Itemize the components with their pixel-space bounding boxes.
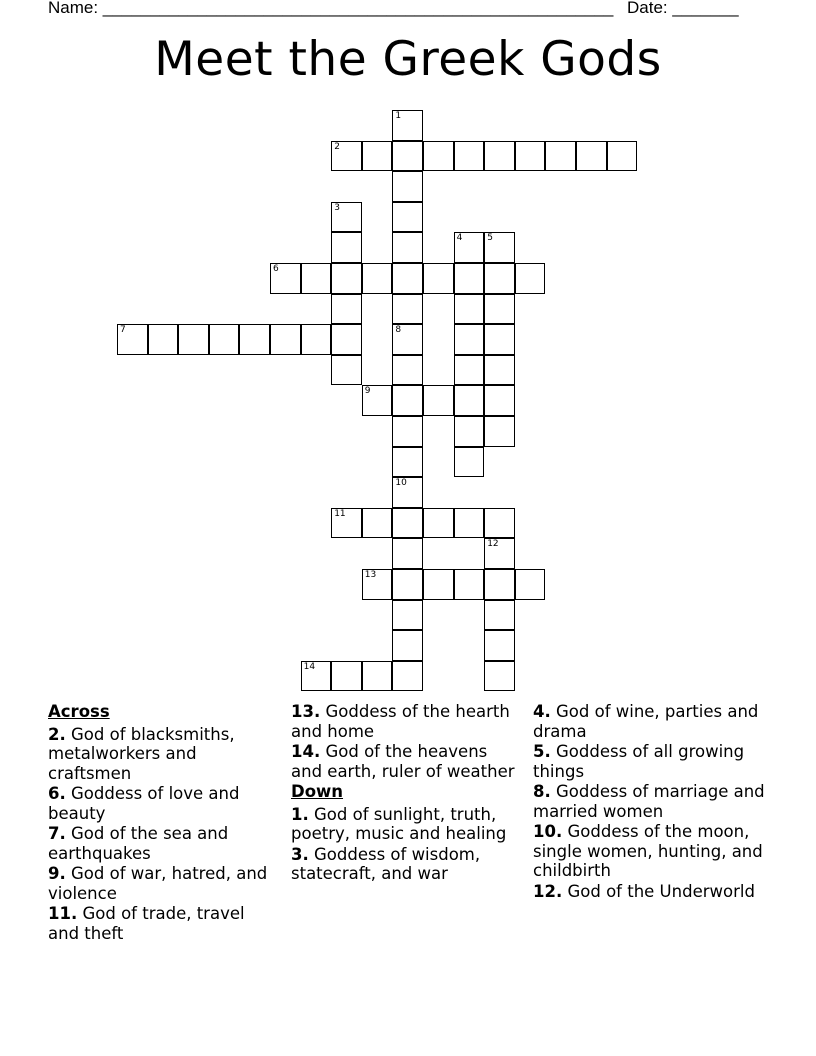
grid-cell[interactable] (607, 141, 638, 172)
clue-number: 11. (48, 904, 78, 923)
grid-cell[interactable] (301, 661, 332, 692)
grid-cell[interactable] (454, 355, 485, 386)
grid-cell[interactable] (331, 508, 362, 539)
grid-cell[interactable] (484, 600, 515, 631)
clue-number: 6. (48, 784, 66, 803)
grid-cell[interactable] (454, 416, 485, 447)
cell-number: 2 (334, 141, 340, 152)
clue-number: 12. (533, 881, 563, 901)
grid-cell[interactable] (270, 263, 301, 294)
grid-cell[interactable] (454, 447, 485, 478)
cell-number: 7 (120, 325, 126, 336)
grid-cell[interactable] (484, 324, 515, 355)
clue-down-10 (533, 822, 773, 881)
grid-cell[interactable] (454, 263, 485, 294)
clue-down-12 (533, 882, 773, 902)
grid-cell[interactable] (148, 324, 179, 355)
grid-cell[interactable] (362, 661, 393, 692)
clue-number: 9. (48, 864, 66, 883)
clue-number: 8. (533, 782, 551, 801)
grid-cell[interactable] (331, 355, 362, 386)
clue-text: God of wine, parties and drama (533, 702, 759, 741)
grid-cell[interactable] (392, 600, 423, 631)
grid-cell[interactable] (331, 324, 362, 355)
clue-number: 2. (48, 724, 66, 744)
clue-text: God of the heavens and earth, ruler of weather (291, 742, 515, 781)
clue-down-8 (533, 782, 773, 821)
clue-across-7 (48, 824, 280, 863)
grid-cell[interactable] (392, 355, 423, 386)
grid-cell[interactable] (392, 324, 423, 355)
grid-cell[interactable] (515, 141, 546, 172)
grid-cell[interactable] (423, 569, 454, 600)
clue-number: 4. (533, 702, 551, 721)
grid-cell[interactable] (392, 630, 423, 661)
clue-number: 7. (48, 824, 66, 843)
grid-cell[interactable] (178, 324, 209, 355)
cell-number: 14 (303, 661, 316, 672)
grid-cell[interactable] (362, 385, 393, 416)
grid-cell[interactable] (484, 263, 515, 294)
grid-cell[interactable] (362, 569, 393, 600)
grid-cell[interactable] (454, 232, 485, 263)
page-title: Meet the Greek Gods (154, 32, 662, 87)
grid-cell[interactable] (362, 263, 393, 294)
cell-number: 1 (395, 111, 402, 121)
clue-text: God of sunlight, truth, poetry, music and healing (291, 804, 507, 843)
grid-cell[interactable] (454, 569, 485, 600)
clue-number: 10. (533, 822, 563, 841)
grid-cell[interactable] (392, 110, 423, 141)
cell-number: 8 (395, 325, 402, 336)
grid-cell[interactable] (331, 202, 362, 233)
clue-down-1 (291, 805, 523, 844)
grid-cell[interactable] (392, 202, 423, 233)
clue-across-13 (291, 702, 523, 741)
grid-cell[interactable] (392, 538, 423, 569)
grid-cell[interactable] (484, 508, 515, 539)
clue-text: God of trade, travel and theft (48, 904, 245, 943)
cell-number: 6 (273, 264, 279, 274)
grid-cell[interactable] (484, 141, 515, 172)
grid-cell[interactable] (454, 324, 485, 355)
grid-cell[interactable] (392, 171, 423, 202)
grid-cell[interactable] (270, 324, 301, 355)
clue-across-6 (48, 784, 280, 823)
grid-cell[interactable] (362, 141, 393, 172)
clue-across-2 (48, 725, 280, 784)
name-field-label[interactable]: Name: ______________________________________________________ (48, 0, 614, 17)
grid-cell[interactable] (454, 508, 485, 539)
clue-number: 1. (291, 804, 309, 824)
grid-cell[interactable] (331, 232, 362, 263)
grid-cell[interactable] (515, 263, 546, 294)
cell-number: 4 (456, 233, 463, 244)
grid-cell[interactable] (484, 294, 515, 325)
clue-text: Goddess of wisdom, statecraft, and war (291, 844, 481, 883)
grid-cell[interactable] (392, 447, 423, 478)
clue-across-9 (48, 864, 280, 903)
cell-number: 10 (395, 478, 407, 489)
grid-cell[interactable] (301, 324, 332, 355)
cell-number: 11 (334, 508, 346, 519)
clue-text: God of war, hatred, and violence (48, 864, 268, 903)
grid-cell[interactable] (392, 508, 423, 539)
grid-cell[interactable] (484, 538, 515, 569)
grid-cell[interactable] (392, 263, 423, 294)
grid-cell[interactable] (484, 661, 515, 692)
clue-number: 13. (291, 702, 321, 721)
clue-across-11 (48, 904, 280, 943)
down-heading: Down (291, 782, 344, 801)
grid-cell[interactable] (331, 141, 362, 172)
grid-cell[interactable] (209, 324, 240, 355)
grid-cell[interactable] (576, 141, 607, 172)
grid-cell[interactable] (484, 385, 515, 416)
grid-cell[interactable] (423, 508, 454, 539)
cell-number: 5 (487, 233, 493, 244)
clue-down-4 (533, 702, 773, 741)
grid-cell[interactable] (392, 385, 423, 416)
grid-cell[interactable] (484, 416, 515, 447)
clue-text: Goddess of marriage and married women (533, 782, 765, 821)
grid-cell[interactable] (239, 324, 270, 355)
grid-cell[interactable] (392, 141, 423, 172)
clue-text: God of blacksmiths, metalworkers and craftsmen (48, 724, 235, 783)
grid-cell[interactable] (454, 294, 485, 325)
clue-across-14 (291, 742, 523, 781)
clue-text: Goddess of all growing things (533, 742, 745, 781)
across-heading: Across (48, 702, 110, 721)
grid-cell[interactable] (392, 477, 423, 508)
clue-number: 5. (533, 742, 551, 761)
clue-text: Goddess of the hearth and home (291, 702, 510, 741)
grid-cell[interactable] (392, 661, 423, 692)
grid-cell[interactable] (117, 324, 148, 355)
clues-column-2 (291, 702, 523, 885)
clue-text: God of the sea and earthquakes (48, 824, 229, 863)
clues-column-1 (48, 702, 280, 944)
grid-cell[interactable] (454, 385, 485, 416)
grid-cell[interactable] (515, 569, 546, 600)
grid-cell[interactable] (423, 141, 454, 172)
grid-cell[interactable] (331, 294, 362, 325)
clue-down-3 (291, 845, 523, 884)
cell-number: 12 (487, 539, 499, 550)
grid-cell[interactable] (362, 508, 393, 539)
grid-cell[interactable] (392, 294, 423, 325)
clues-column-3 (533, 702, 773, 902)
cell-number: 13 (364, 570, 377, 580)
clue-text: God of the Underworld (567, 881, 755, 901)
grid-cell[interactable] (484, 232, 515, 263)
grid-cell[interactable] (392, 569, 423, 600)
clue-number: 14. (291, 742, 321, 761)
grid-cell[interactable] (392, 232, 423, 263)
grid-cell[interactable] (423, 385, 454, 416)
date-field-label[interactable]: Date: _______ (627, 0, 739, 17)
grid-cell[interactable] (484, 355, 515, 386)
clue-down-5 (533, 742, 773, 781)
cell-number: 3 (334, 202, 340, 213)
grid-cell[interactable] (454, 141, 485, 172)
grid-cell[interactable] (331, 263, 362, 294)
cell-number: 9 (364, 386, 371, 397)
grid-cell[interactable] (484, 569, 515, 600)
grid-cell[interactable] (484, 630, 515, 661)
clue-text: Goddess of the moon, single women, hunting, and childbirth (533, 822, 763, 880)
grid-cell[interactable] (423, 263, 454, 294)
clue-number: 3. (291, 844, 309, 864)
clue-text: Goddess of love and beauty (48, 784, 240, 823)
grid-cell[interactable] (392, 416, 423, 447)
grid-cell[interactable] (301, 263, 332, 294)
grid-cell[interactable] (545, 141, 576, 172)
grid-cell[interactable] (331, 661, 362, 692)
